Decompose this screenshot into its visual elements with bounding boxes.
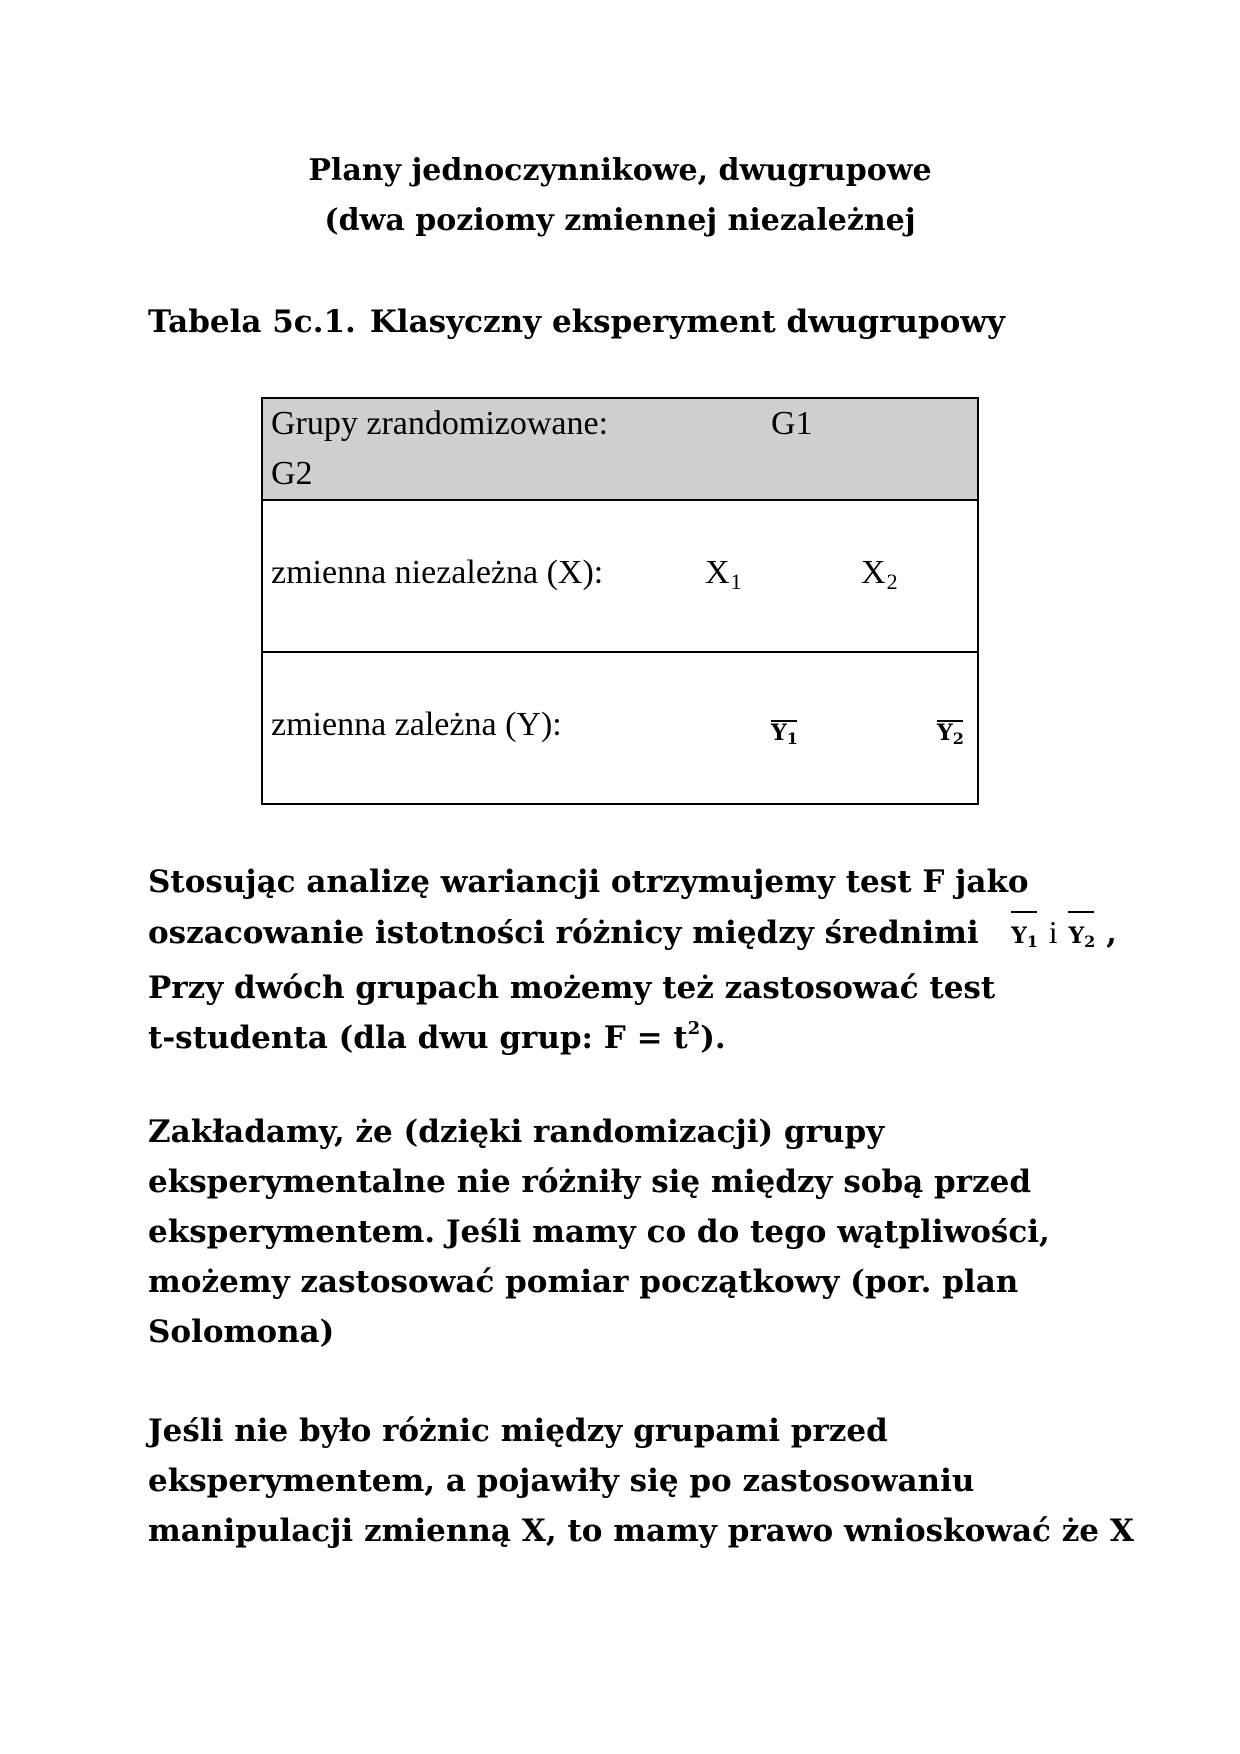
paragraph-conclusion: [148, 1406, 1134, 1556]
x2-value: X2: [861, 554, 898, 594]
para1-line-2: oszacowanie istotności różnicy między średnimi Y1 i Y2 ,: [148, 907, 1117, 963]
para2-line-3: eksperymentem. Jeśli mamy co do tego wątpliwości,: [148, 1214, 1050, 1250]
page-title-line-2: (dwa poziomy zmiennej niezależnej: [324, 203, 916, 238]
para3-line-2: eksperymentem, a pojawiły się po zastosowaniu: [148, 1463, 975, 1499]
para1-y1-mean: Y1: [1011, 911, 1038, 963]
paragraph-randomization: [148, 1107, 1050, 1357]
para2-line-4: możemy zastosować pomiar początkowy (por. plan: [148, 1264, 1019, 1300]
table-header-cell: [262, 398, 978, 500]
table-caption-text: Klasyczny eksperyment dwugrupowy: [369, 304, 1006, 340]
table-caption: [148, 304, 1005, 340]
para2-line-2: eksperymentalne nie różniły się między sobą przed: [148, 1164, 1032, 1200]
para1-line-4: t-studenta (dla dwu grup: $F = t^2$).: [148, 1018, 726, 1056]
table-caption-label: Tabela 5c.1.: [148, 304, 356, 340]
y1-mean: Y1: [771, 720, 798, 748]
row-independent-variable: [262, 500, 978, 652]
header-g1: G1: [771, 405, 813, 442]
para3-line-1: Jeśli nie było różnic między grupami przed: [148, 1413, 888, 1449]
para2-line-1: Zakładamy, że (dzięki randomizacji) grupy: [148, 1114, 885, 1150]
page-title-line-1: Plany jednoczynnikowe, dwugrupowe: [308, 153, 932, 188]
para2-line-5: Solomona): [148, 1314, 335, 1350]
header-g2: G2: [271, 455, 313, 492]
header-label: Grupy zrandomizowane:: [271, 405, 609, 442]
row-y-label: zmienna zależna (Y):: [271, 706, 562, 743]
y2-mean: Y2: [937, 720, 964, 748]
experiment-table: [261, 397, 979, 805]
para1-line-1: Stosując analizę wariancji otrzymujemy test F jako: [148, 864, 1029, 900]
row-dependent-variable: [262, 652, 978, 804]
paragraph-anova: [148, 857, 1117, 1068]
x1-value: X1: [705, 554, 742, 594]
row-x-label: zmienna niezależna (X):: [271, 554, 604, 591]
para1-line-3: Przy dwóch grupach możemy też zastosować test: [148, 970, 996, 1006]
para3-line-3: manipulacji zmienną X, to mamy prawo wnioskować że X: [148, 1513, 1134, 1549]
para1-y2-mean: Y2: [1068, 911, 1095, 963]
